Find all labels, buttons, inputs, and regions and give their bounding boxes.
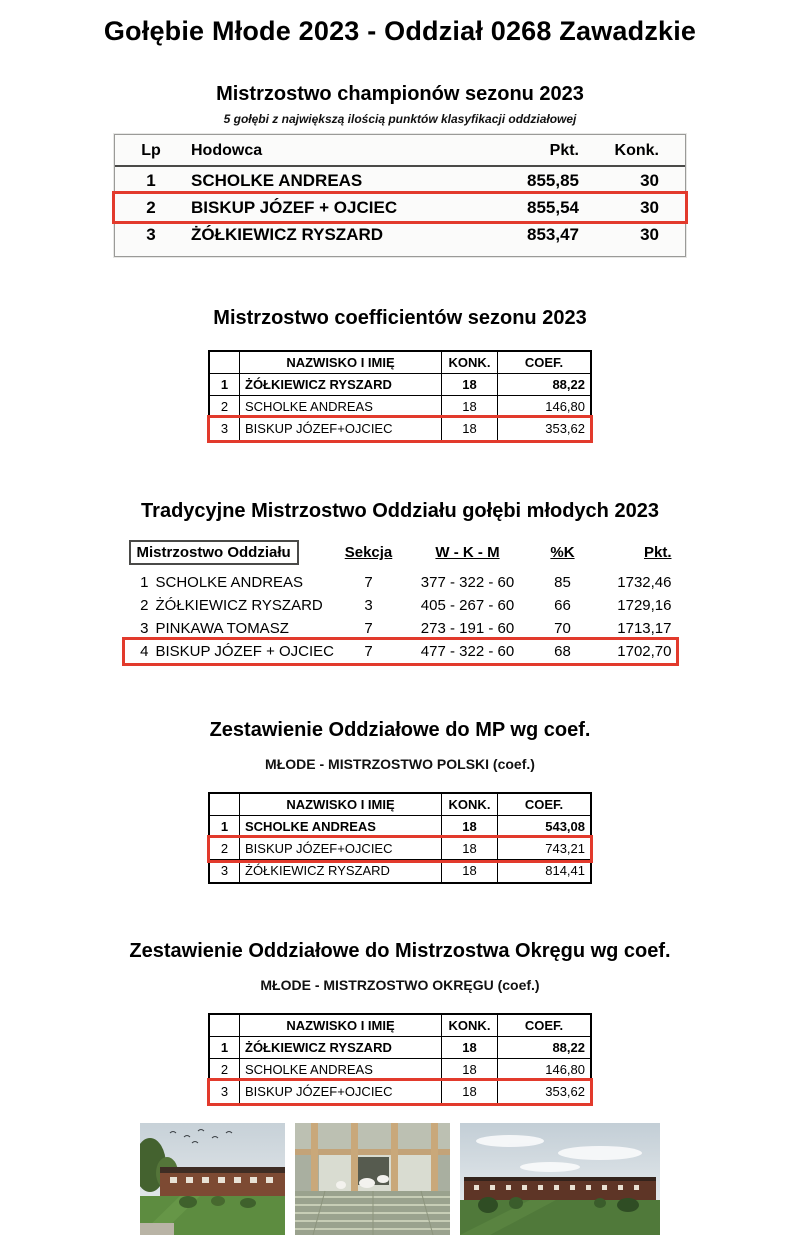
col-header-konk: KONK. xyxy=(442,1015,498,1037)
col-header-hodowca: Hodowca xyxy=(191,142,263,159)
cell-lp: 1 xyxy=(210,1037,240,1059)
cell-coef: 146,80 xyxy=(498,396,590,418)
mp-table xyxy=(208,792,592,884)
cell-lp: 2 xyxy=(146,198,156,217)
table-row xyxy=(210,860,590,882)
cell-name: BISKUP JÓZEF + OJCIEC xyxy=(155,643,335,660)
cell-pk: 85 xyxy=(554,574,571,591)
cell-wkm: 477 - 322 - 60 xyxy=(420,643,515,660)
col-header-pkt: Pkt. xyxy=(643,544,672,561)
okreg-subtitle: MŁODE - MISTRZOSTWO OKRĘGU (coef.) xyxy=(260,977,540,993)
cell-name: ŻÓŁKIEWICZ RYSZARD xyxy=(240,374,442,396)
coefficients-title: Mistrzostwo coefficientów sezonu 2023 xyxy=(213,307,587,329)
cell-konk: 18 xyxy=(442,1081,498,1103)
cell-lp: 3 xyxy=(210,860,240,882)
cell-name: ŻÓŁKIEWICZ RYSZARD xyxy=(240,860,442,882)
cell-name: BISKUP JÓZEF+OJCIEC xyxy=(240,418,442,440)
cell-name: ŻÓŁKIEWICZ RYSZARD xyxy=(240,1037,442,1059)
cell-pk: 68 xyxy=(554,643,571,660)
cell-sekcja: 7 xyxy=(364,620,373,637)
cell-pkt: 855,54 xyxy=(527,198,579,217)
cell-lp: 2 xyxy=(210,1059,240,1081)
cell-wkm: 273 - 191 - 60 xyxy=(420,620,515,637)
cell-lp: 2 xyxy=(140,597,149,614)
col-header-name: NAZWISKO I IMIĘ xyxy=(240,1015,442,1037)
cell-name: BISKUP JÓZEF+OJCIEC xyxy=(240,838,442,860)
table-header-row xyxy=(210,794,590,816)
photo-loft-exterior-left xyxy=(140,1123,285,1235)
table-row xyxy=(210,1081,590,1103)
champions-table xyxy=(114,134,686,257)
photo-row xyxy=(0,1123,800,1235)
photo-loft-exterior-right xyxy=(460,1123,660,1235)
cell-konk: 18 xyxy=(442,1059,498,1081)
table-row xyxy=(115,194,685,221)
table-row xyxy=(125,617,676,640)
champions-title: Mistrzostwo championów sezonu 2023 xyxy=(216,83,584,105)
traditional-title: Tradycyjne Mistrzostwo Oddziału gołębi młodych 2023 xyxy=(141,500,659,522)
col-header-wkm: W - K - M xyxy=(435,544,500,561)
section-coefficients xyxy=(0,307,800,442)
cell-pkt: 1732,46 xyxy=(617,574,672,591)
cell-coef: 353,62 xyxy=(545,1084,585,1099)
section-okreg xyxy=(0,940,800,1105)
champions-subtitle: 5 gołębi z największą ilością punktów klasyfikacji oddziałowej xyxy=(223,112,577,126)
cell-coef: 88,22 xyxy=(498,1037,590,1059)
table-row xyxy=(125,640,676,663)
table-header-row xyxy=(210,1015,590,1037)
col-header-coef: COEF. xyxy=(498,352,590,374)
cell-coef: 146,80 xyxy=(498,1059,590,1081)
cell-name: SCHOLKE ANDREAS xyxy=(240,1059,442,1081)
cell-konk: 30 xyxy=(640,225,659,244)
col-header-pkt: Pkt. xyxy=(549,142,579,159)
mp-subtitle: MŁODE - MISTRZOSTWO POLSKI (coef.) xyxy=(265,756,535,772)
cell-lp: 3 xyxy=(140,620,149,637)
col-header-sekcja: Sekcja xyxy=(344,544,393,561)
cell-coef: 353,62 xyxy=(545,421,585,436)
col-header-konk: Konk. xyxy=(614,142,659,159)
cell-lp: 1 xyxy=(146,171,156,190)
table-row xyxy=(115,221,685,248)
table-row xyxy=(210,418,590,440)
col-header-pk: %K xyxy=(550,544,575,561)
cell-lp: 3 xyxy=(210,418,240,440)
cell-name: BISKUP JÓZEF+OJCIEC xyxy=(240,1081,442,1103)
cell-konk: 18 xyxy=(442,1037,498,1059)
table-row xyxy=(210,816,590,838)
mp-title: Zestawienie Oddziałowe do MP wg coef. xyxy=(209,719,591,741)
cell-lp: 1 xyxy=(210,816,240,838)
col-header-empty xyxy=(210,794,240,816)
cell-sekcja: 3 xyxy=(364,597,373,614)
table-row xyxy=(210,374,590,396)
section-traditional xyxy=(0,500,800,663)
table-row xyxy=(210,838,590,860)
cell-konk: 30 xyxy=(640,198,659,217)
col-header-konk: KONK. xyxy=(442,352,498,374)
cell-konk: 18 xyxy=(442,418,498,440)
cell-lp: 3 xyxy=(210,1081,240,1103)
cell-pkt: 1702,70 xyxy=(617,643,672,660)
cell-lp: 1 xyxy=(210,374,240,396)
cell-wkm: 377 - 322 - 60 xyxy=(420,574,515,591)
champions-header-row xyxy=(115,138,685,167)
col-header-empty xyxy=(210,1015,240,1037)
cell-coef: 88,22 xyxy=(498,374,590,396)
col-header-coef: COEF. xyxy=(498,794,590,816)
cell-lp: 2 xyxy=(210,838,240,860)
cell-konk: 18 xyxy=(442,860,498,882)
table-row xyxy=(210,1037,590,1059)
cell-konk: 18 xyxy=(442,396,498,418)
col-header-mistrzostwo: Mistrzostwo Oddziału xyxy=(129,540,299,565)
traditional-table xyxy=(125,537,676,663)
table-row xyxy=(210,1059,590,1081)
traditional-header-row xyxy=(125,537,676,571)
table-row xyxy=(125,571,676,594)
cell-name: ŻÓŁKIEWICZ RYSZARD xyxy=(155,597,323,614)
table-row xyxy=(210,396,590,418)
cell-lp: 3 xyxy=(146,225,156,244)
cell-lp: 1 xyxy=(140,574,149,591)
col-header-name: NAZWISKO I IMIĘ xyxy=(240,794,442,816)
col-header-empty xyxy=(210,352,240,374)
okreg-table xyxy=(208,1013,592,1105)
cell-pkt: 1713,17 xyxy=(617,620,672,637)
cell-coef: 543,08 xyxy=(498,816,590,838)
col-header-coef: COEF. xyxy=(498,1015,590,1037)
coefficients-table xyxy=(208,350,592,442)
page-title: Gołębie Młode 2023 - Oddział 0268 Zawadzkie xyxy=(103,16,697,46)
cell-hodowca: BISKUP JÓZEF + OJCIEC xyxy=(191,198,398,217)
col-header-lp: Lp xyxy=(141,142,161,159)
cell-name: SCHOLKE ANDREAS xyxy=(240,396,442,418)
table-row xyxy=(125,594,676,617)
cell-hodowca: SCHOLKE ANDREAS xyxy=(191,171,363,190)
cell-coef: 743,21 xyxy=(498,838,590,860)
okreg-title: Zestawienie Oddziałowe do Mistrzostwa Okręgu wg coef. xyxy=(129,940,671,962)
section-mp xyxy=(0,719,800,884)
cell-konk: 18 xyxy=(442,838,498,860)
cell-konk: 18 xyxy=(442,374,498,396)
cell-pkt: 1729,16 xyxy=(617,597,672,614)
cell-lp: 4 xyxy=(140,643,149,660)
cell-pkt: 855,85 xyxy=(527,171,579,190)
section-champions xyxy=(0,83,800,257)
cell-konk: 18 xyxy=(442,816,498,838)
cell-name: SCHOLKE ANDREAS xyxy=(155,574,304,591)
cell-wkm: 405 - 267 - 60 xyxy=(420,597,515,614)
cell-name: PINKAWA TOMASZ xyxy=(155,620,289,637)
photo-loft-interior xyxy=(295,1123,450,1235)
table-row xyxy=(115,167,685,194)
col-header-name: NAZWISKO I IMIĘ xyxy=(240,352,442,374)
cell-hodowca: ŻÓŁKIEWICZ RYSZARD xyxy=(191,225,384,244)
cell-pk: 66 xyxy=(554,597,571,614)
cell-sekcja: 7 xyxy=(364,574,373,591)
cell-lp: 2 xyxy=(210,396,240,418)
cell-name: SCHOLKE ANDREAS xyxy=(240,816,442,838)
cell-pkt: 853,47 xyxy=(527,225,579,244)
cell-coef: 814,41 xyxy=(545,863,585,878)
col-header-konk: KONK. xyxy=(442,794,498,816)
cell-sekcja: 7 xyxy=(364,643,373,660)
table-header-row xyxy=(210,352,590,374)
cell-konk: 30 xyxy=(640,171,659,190)
cell-pk: 70 xyxy=(554,620,571,637)
